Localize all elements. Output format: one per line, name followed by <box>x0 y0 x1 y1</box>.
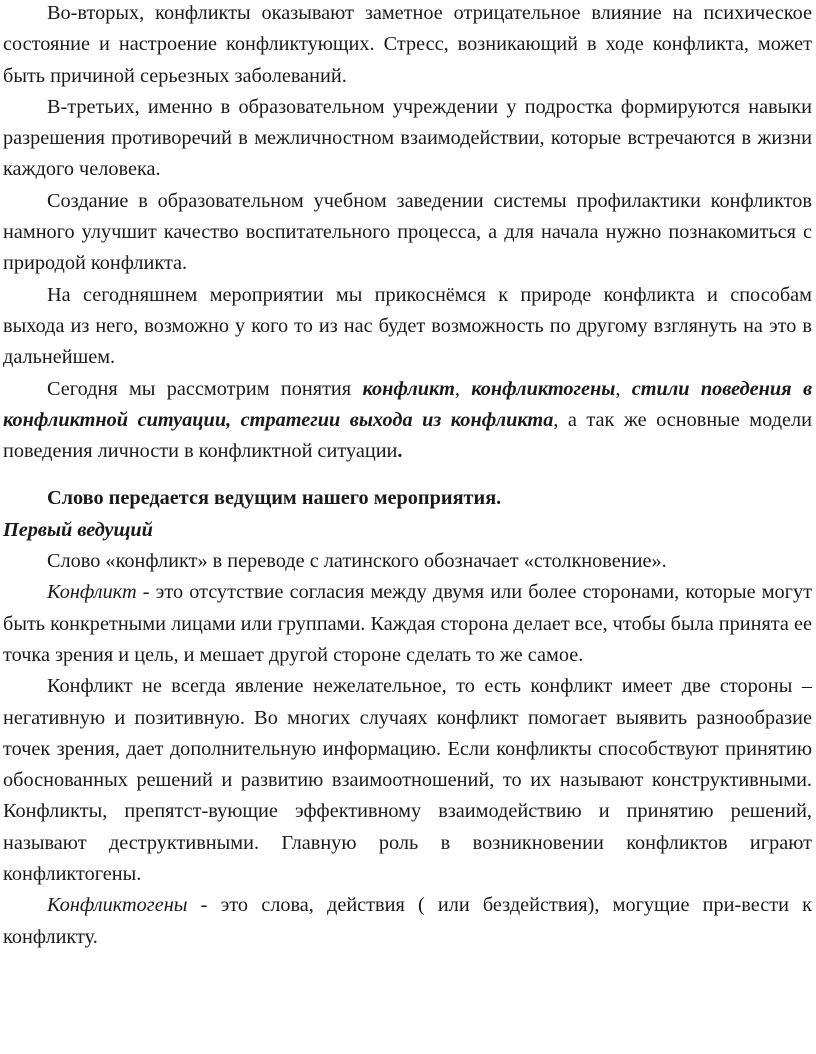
concepts-intro-text: Сегодня мы рассмотрим понятия <box>47 377 363 400</box>
paragraph-event-intro: На сегодняшнем мероприятии мы прикоснёмся к природе конфликта и способам выхода из него, возможно у кого то из нас будет возможность по другому взглянуть на это в дальнейшем. <box>3 283 812 369</box>
concepts-separator-1: , <box>454 377 472 400</box>
term-conflict: конфликт <box>362 377 455 400</box>
definition-term-conflict: Конфликт <box>47 581 137 604</box>
section-heading: Слово передается ведущим нашего мероприятия. <box>47 487 502 510</box>
paragraph-conflictogens-definition <box>3 890 812 953</box>
paragraph-conflict-types: Конфликт не всегда явление нежелательное, то есть конфликт имеет две стороны – негативную и позитивную. Во многих случаях конфликт помогает выявить разнообразие точек зрения, дает дополнительную информацию. Если конфликты способствуют принятию обоснованных решений и развитию взаимоотношений, то их называют конструктивными. Конфликты, препятст-вующие эффективному взаимодействию и принятию решений, называют деструктивными. Главную роль в возникновении конфликтов играют конфликтогены. <box>3 675 812 886</box>
paragraph-conflict-definition <box>3 577 812 671</box>
definition-term-conflictogens: Конфликтогены <box>47 894 188 917</box>
paragraph-prevention-system: Создание в образовательном учебном заведении системы профилактики конфликтов намного улучшит качество воспитательного процесса, а для начала нужно познакомиться с природой конфликта. <box>3 189 812 275</box>
paragraph-concepts <box>3 374 812 468</box>
term-styles-strategies: стили поведения в конфликтной ситуации, стратегии выхода из конфликта <box>3 377 813 431</box>
paragraph-word-origin: Слово «конфликт» в переводе с латинского обозначает «столкновение». <box>47 550 667 573</box>
concepts-end-mark: . <box>397 440 403 463</box>
paragraph-third-reason: В-третьих, именно в образовательном учреждении у подростка формируются навыки разрешения противоречий в межличностном взаимодействии, которые встречаются в жизни каждого человека. <box>3 95 812 181</box>
definition-text-conflictogens: - это слова, действия ( или бездействия), могущие при-вести к конфликту. <box>3 894 812 948</box>
paragraph-second-reason: Во-вторых, конфликты оказывают заметное отрицательное влияние на психическое состояние и настроение конфликтующих. Стресс, возникающий в ходе конфликта, может быть причиной серьезных заболеваний. <box>3 2 812 87</box>
speaker-label: Первый ведущий <box>3 518 153 541</box>
definition-text-conflict: - это отсутствие согласия между двумя или более сторонами, которые могут быть конкретными лицами или группами. Каждая сторона делает все, чтобы была принята ее точка зрения и цель, и мешает другой стороне сделать то же самое. <box>3 581 812 666</box>
concepts-separator-2: , <box>615 377 632 400</box>
concepts-tail-text: , а так же основные модели поведения личности в конфликтной ситуации <box>3 408 812 463</box>
term-conflictogens: конфликтогены <box>471 377 616 400</box>
